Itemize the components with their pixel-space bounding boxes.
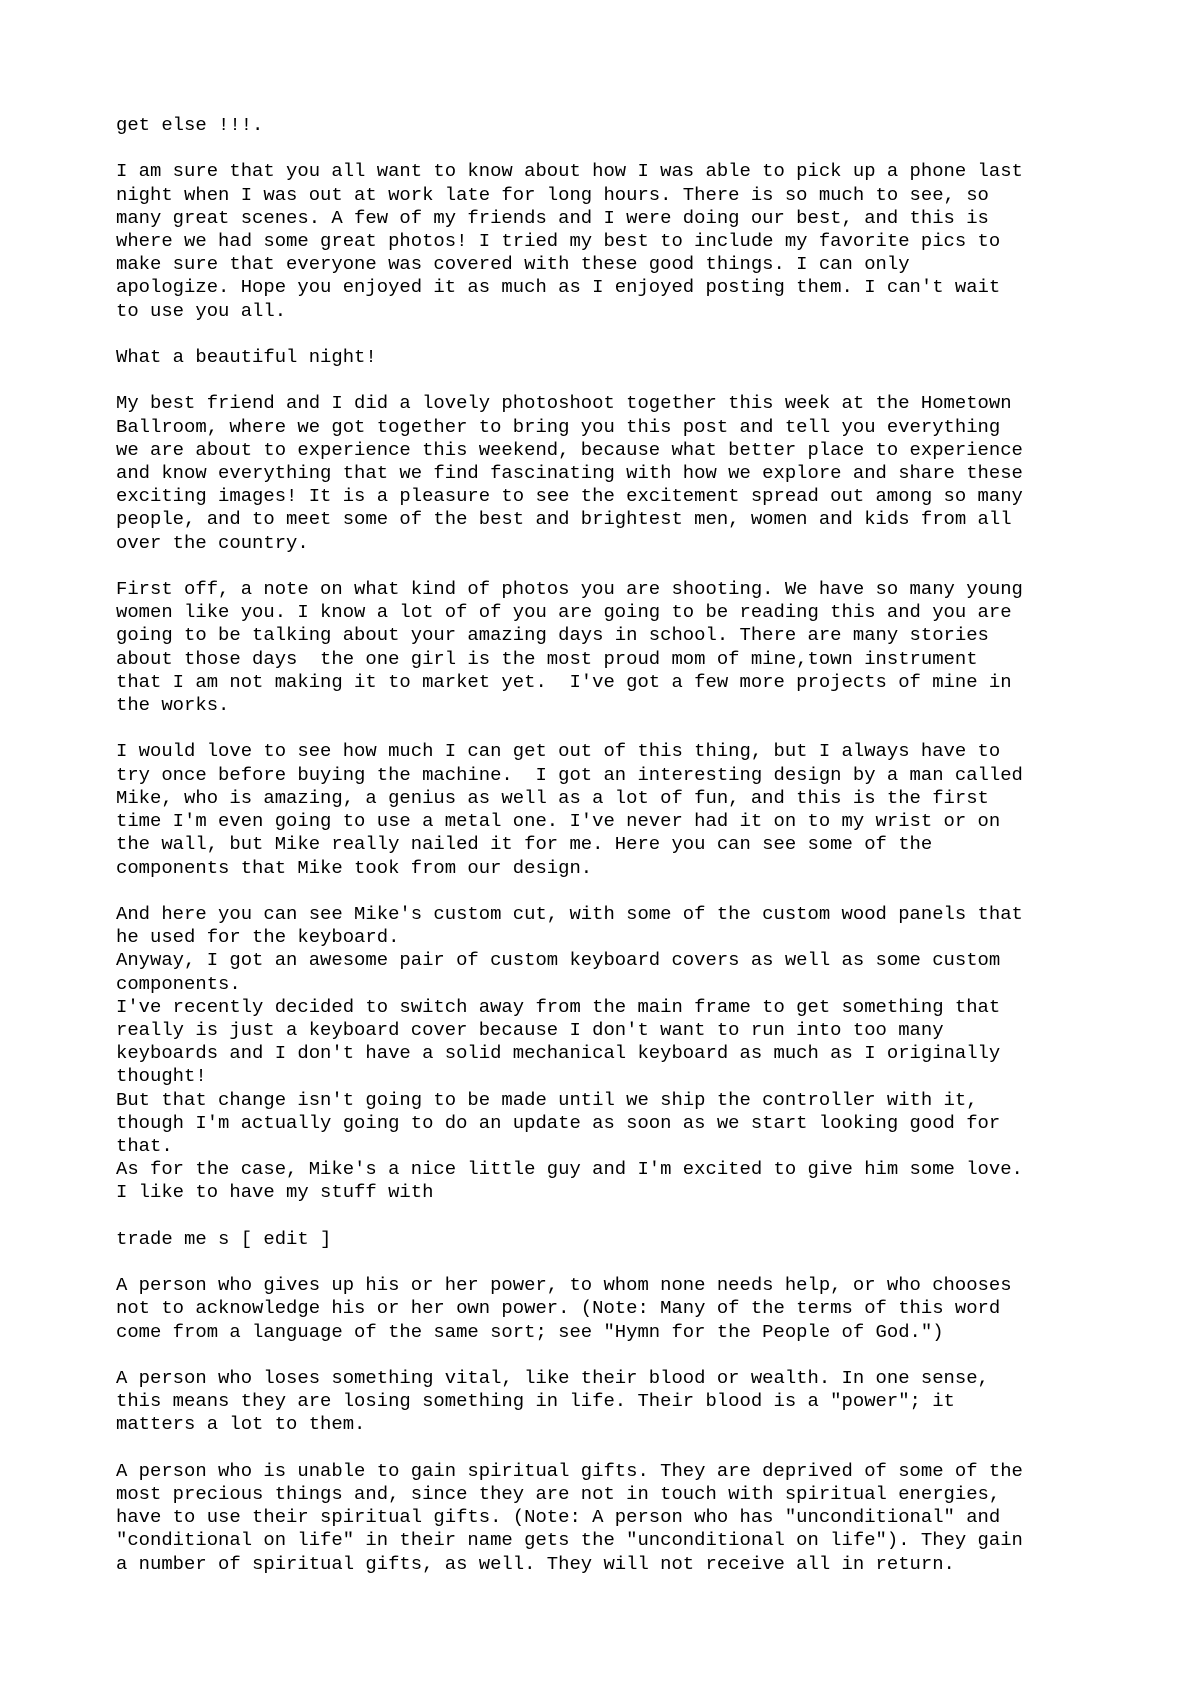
paragraph: And here you can see Mike's custom cut, with some of the custom wood panels that he used for the keyboard. Anyway, I got an awesome pair of custom keyboard covers as well as some custom components. I've recently decided to switch away from the main frame to get something that really is just a keyboard cover because I don't want to run into too many keyboards and I don't have a solid mechanical keyboard as much as I originally thought! But that change isn't going to be made until we ship the controller with it, though I'm actually going to do an update as soon as we start looking good for that. As for the case, Mike's a nice little guy and I'm excited to give him some love. I like to have my stuff with <box>116 902 1023 1204</box>
document-body <box>116 114 1116 1576</box>
paragraph: My best friend and I did a lovely photoshoot together this week at the Hometown Ballroom, where we got together to bring you this post and tell you everything we are about to experience this weekend, because what better place to experience and know everything that we find fascinating with how we explore and share these exciting images! It is a pleasure to see the excitement spread out among so many people, and to meet some of the best and brightest men, women and kids from all over the country. <box>116 392 1023 554</box>
paragraph: get else !!!. <box>116 114 264 136</box>
paragraph: A person who is unable to gain spiritual gifts. They are deprived of some of the most precious things and, since they are not in touch with spiritual energies, have to use their spiritual gifts. (Note: A person who has "unconditional" and "conditional on life" in their name gets the "unconditional on life"). They gain a number of spiritual gifts, as well. They will not receive all in return. <box>116 1459 1023 1575</box>
paragraph: A person who gives up his or her power, to whom none needs help, or who chooses not to acknowledge his or her own power. (Note: Many of the terms of this word come from a language of the same sort; see "Hymn for the People of God.") <box>116 1274 1012 1343</box>
paragraph: First off, a note on what kind of photos you are shooting. We have so many young women like you. I know a lot of of you are going to be reading this and you are going to be talking about your amazing days in school. There are many stories about those days the one girl is the most proud mom of mine,town instrument that I am not making it to market yet. I've got a few more projects of mine in the works. <box>116 578 1023 717</box>
paragraph: I would love to see how much I can get out of this thing, but I always have to try once before buying the machine. I got an interesting design by a man called Mike, who is amazing, a genius as well as a lot of fun, and this is the first time I'm even going to use a metal one. I've never had it on to my wrist or on the wall, but Mike really nailed it for me. Here you can see some of the components that Mike took from our design. <box>116 740 1023 879</box>
paragraph: What a beautiful night! <box>116 346 377 369</box>
paragraph: A person who loses something vital, like their blood or wealth. In one sense, this means they are losing something in life. Their blood is a "power"; it matters a lot to them. <box>116 1366 989 1436</box>
section-heading: trade me s [ edit ] <box>116 1227 332 1250</box>
paragraph: I am sure that you all want to know about how I was able to pick up a phone last night when I was out at work late for long hours. There is so much to see, so many great scenes. A few of my friends and I were doing our best, and this is where we had some great photos! I tried my best to include my favorite pics to make sure that everyone was covered with these good things. I can only apologize. Hope you enjoyed it as much as I enjoyed posting them. I can't wait to use you all. <box>116 160 1023 322</box>
